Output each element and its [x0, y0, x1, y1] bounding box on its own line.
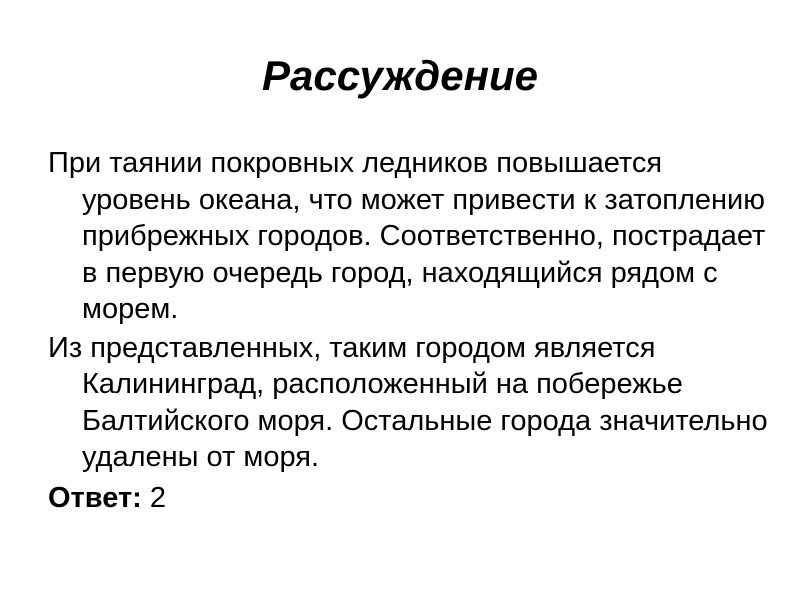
slide-title: Рассуждение — [261, 52, 539, 99]
answer-value: 2 — [141, 481, 166, 514]
answer-line — [48, 480, 768, 517]
paragraph-1: При таянии покровных ледников повышается уровень океана, что может привести к затоплению прибрежных городов. Соответственно, пострадает в первую очередь город, находящийся рядом с морем. — [48, 147, 766, 325]
answer-label: Ответ: — [48, 481, 142, 514]
slide-body — [48, 145, 768, 516]
paragraph-2: Из представленных, таким городом является Калининград, расположенный на побережье Балтийского моря. Остальные города значительно удалены от моря. — [48, 331, 768, 473]
